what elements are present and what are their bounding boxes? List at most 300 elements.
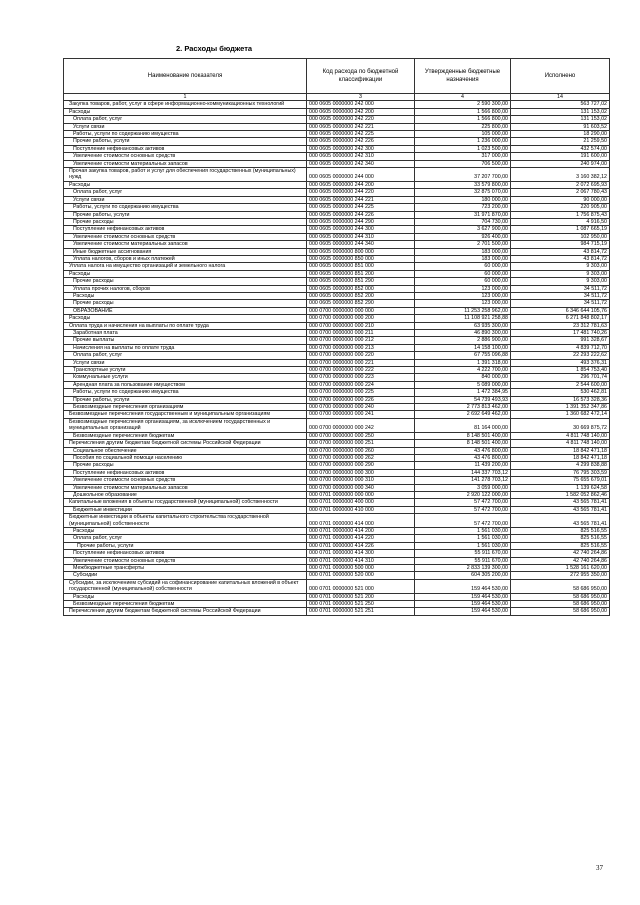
row-code: 000 0605 0000000 244 225 — [307, 204, 415, 211]
table-row — [64, 404, 610, 411]
table-row — [64, 579, 610, 593]
row-approved-amount: 2 692 649 462,00 — [415, 411, 511, 418]
row-executed-amount: 75 655 679,01 — [511, 477, 610, 484]
table-body — [64, 101, 610, 615]
row-approved-amount: 11 439 200,00 — [415, 462, 511, 469]
row-executed-amount: 131 153,02 — [511, 108, 610, 115]
row-executed-amount: 43 565 781,41 — [511, 506, 610, 513]
row-approved-amount: 54 739 493,93 — [415, 396, 511, 403]
table-row — [64, 204, 610, 211]
row-approved-amount: 57 472 700,00 — [415, 499, 511, 506]
row-executed-amount: 825 516,55 — [511, 542, 610, 549]
row-approved-amount: 11 253 258 962,00 — [415, 307, 511, 314]
row-executed-amount: 220 905,00 — [511, 204, 610, 211]
row-name: Безвозмездные перечисления организациям — [64, 404, 307, 411]
row-approved-amount: 2 773 813 462,00 — [415, 404, 511, 411]
table-row — [64, 418, 610, 432]
expenses-table — [63, 58, 610, 616]
row-executed-amount: 1 582 052 862,46 — [511, 491, 610, 498]
row-name: Услуги связи — [64, 123, 307, 130]
row-approved-amount: 604 305 200,00 — [415, 572, 511, 579]
row-code: 000 0605 0000000 244 310 — [307, 233, 415, 240]
row-executed-amount: 43 565 781,41 — [511, 499, 610, 506]
row-code: 000 0605 0000000 850 000 — [307, 255, 415, 262]
page-title: 2. Расходы бюджета — [176, 44, 253, 53]
row-approved-amount: 1 566 800,00 — [415, 108, 511, 115]
row-approved-amount: 1 023 500,00 — [415, 145, 511, 152]
row-executed-amount: 18 290,00 — [511, 131, 610, 138]
row-approved-amount: 57 472 700,00 — [415, 514, 511, 528]
table-row — [64, 116, 610, 123]
row-approved-amount: 60 000,00 — [415, 270, 511, 277]
table-row — [64, 432, 610, 439]
row-approved-amount: 123 000,00 — [415, 285, 511, 292]
table-row — [64, 196, 610, 203]
row-name: Услуги связи — [64, 196, 307, 203]
row-name: Работы, услуги по содержанию имущества — [64, 389, 307, 396]
table-row — [64, 300, 610, 307]
row-approved-amount: 159 464 530,00 — [415, 608, 511, 615]
table-row — [64, 131, 610, 138]
row-name: Безвозмездные перечисления государственным и муниципальным организациям — [64, 411, 307, 418]
row-name: Уплата налога на имущество организаций и земельного налога — [64, 263, 307, 270]
row-approved-amount: 46 890 300,00 — [415, 330, 511, 337]
row-executed-amount: 825 516,55 — [511, 535, 610, 542]
row-approved-amount: 1 561 030,00 — [415, 542, 511, 549]
row-approved-amount: 32 875 070,00 — [415, 189, 511, 196]
row-code: 000 0605 0000000 244 300 — [307, 226, 415, 233]
row-executed-amount: 18 842 471,18 — [511, 447, 610, 454]
row-name: Увеличение стоимости материальных запасов — [64, 160, 307, 167]
row-name: Поступление нефинансовых активов — [64, 226, 307, 233]
row-executed-amount: 240 974,00 — [511, 160, 610, 167]
row-name: Расходы — [64, 270, 307, 277]
row-approved-amount: 5 089 000,00 — [415, 381, 511, 388]
row-approved-amount: 141 278 703,12 — [415, 477, 511, 484]
table-row — [64, 101, 610, 108]
table-row — [64, 535, 610, 542]
row-executed-amount: 58 686 950,00 — [511, 579, 610, 593]
row-code: 000 0700 0000000 000 200 — [307, 315, 415, 322]
row-name: Оплата работ, услуг — [64, 352, 307, 359]
row-approved-amount: 723 200,00 — [415, 204, 511, 211]
table-row — [64, 330, 610, 337]
table-row — [64, 527, 610, 534]
row-executed-amount: 191 600,00 — [511, 153, 610, 160]
row-approved-amount: 159 464 530,00 — [415, 593, 511, 600]
row-code: 000 0605 0000000 242 310 — [307, 153, 415, 160]
row-code: 000 0605 0000000 242 300 — [307, 145, 415, 152]
row-name: Прочие работы, услуги — [64, 542, 307, 549]
row-code: 000 0605 0000000 851 200 — [307, 270, 415, 277]
row-code: 000 0605 0000000 800 000 — [307, 248, 415, 255]
row-executed-amount: 1 756 875,43 — [511, 211, 610, 218]
row-name: Расходы — [64, 108, 307, 115]
row-code: 000 0700 0000000 000 221 — [307, 359, 415, 366]
row-code: 000 0605 0000000 852 200 — [307, 292, 415, 299]
row-name: Транспортные услуги — [64, 367, 307, 374]
row-name: Перечисления другим бюджетам бюджетной системы Российской Федерации — [64, 440, 307, 447]
row-name: Уплата налогов, сборов и иных платежей — [64, 255, 307, 262]
row-code: 000 0605 0000000 242 000 — [307, 101, 415, 108]
row-executed-amount: 2 067 780,43 — [511, 189, 610, 196]
row-code: 000 0605 0000000 242 226 — [307, 138, 415, 145]
table-header-row — [64, 59, 610, 94]
column-number: 4 — [415, 94, 511, 101]
row-executed-amount: 272 955 350,00 — [511, 572, 610, 579]
table-row — [64, 359, 610, 366]
row-code: 000 0700 0000000 000 211 — [307, 330, 415, 337]
row-name: Социальное обеспечение — [64, 447, 307, 454]
table-row — [64, 572, 610, 579]
row-approved-amount: 159 464 530,00 — [415, 601, 511, 608]
header-code: Код расхода по бюджетной классификации — [307, 59, 415, 94]
table-row — [64, 344, 610, 351]
row-name: Расходы — [64, 593, 307, 600]
row-executed-amount: 6 271 848 802,17 — [511, 315, 610, 322]
row-name: Работы, услуги по содержанию имущества — [64, 204, 307, 211]
row-code: 000 0605 0000000 244 340 — [307, 241, 415, 248]
row-approved-amount: 60 000,00 — [415, 278, 511, 285]
table-row — [64, 108, 610, 115]
row-name: Заработная плата — [64, 330, 307, 337]
row-approved-amount: 37 207 700,00 — [415, 168, 511, 182]
row-executed-amount: 131 153,02 — [511, 116, 610, 123]
header-approved: Утвержденные бюджетные назначения — [415, 59, 511, 94]
row-executed-amount: 1 854 753,40 — [511, 367, 610, 374]
row-name: Уплата прочих налогов, сборов — [64, 285, 307, 292]
row-code: 000 0700 0000000 000 210 — [307, 322, 415, 329]
table-row — [64, 469, 610, 476]
row-executed-amount: 9 303,00 — [511, 278, 610, 285]
row-approved-amount: 81 164 000,00 — [415, 418, 511, 432]
row-code: 000 0700 0000000 000 225 — [307, 389, 415, 396]
header-executed: Исполнено — [511, 59, 610, 94]
row-approved-amount: 1 566 800,00 — [415, 116, 511, 123]
row-approved-amount: 926 400,00 — [415, 233, 511, 240]
row-executed-amount: 1 087 665,19 — [511, 226, 610, 233]
row-executed-amount: 76 795 303,59 — [511, 469, 610, 476]
row-name: Пособия по социальной помощи населению — [64, 454, 307, 461]
row-executed-amount: 42 740 264,86 — [511, 550, 610, 557]
row-code: 000 0700 0000000 000 241 — [307, 411, 415, 418]
row-code: 000 0701 0000000 414 200 — [307, 527, 415, 534]
row-executed-amount: 90 000,00 — [511, 196, 610, 203]
table-row — [64, 447, 610, 454]
row-code: 000 0701 0000000 500 000 — [307, 565, 415, 572]
table-row — [64, 322, 610, 329]
row-approved-amount: 57 472 700,00 — [415, 506, 511, 513]
row-executed-amount: 43 814,72 — [511, 255, 610, 262]
row-name: Безвозмездные перечисления бюджетам — [64, 601, 307, 608]
table-row — [64, 307, 610, 314]
table-row — [64, 263, 610, 270]
row-code: 000 0700 0000000 000 290 — [307, 462, 415, 469]
table-row — [64, 484, 610, 491]
row-executed-amount: 530 462,81 — [511, 389, 610, 396]
row-executed-amount: 4 811 748 140,00 — [511, 432, 610, 439]
row-executed-amount: 34 511,72 — [511, 300, 610, 307]
table-row — [64, 218, 610, 225]
row-executed-amount: 6 346 644 105,76 — [511, 307, 610, 314]
row-name: Иные бюджетные ассигнования — [64, 248, 307, 255]
row-name: Прочие расходы — [64, 278, 307, 285]
table-row — [64, 454, 610, 461]
row-code: 000 0701 0000000 000 000 — [307, 491, 415, 498]
row-approved-amount: 704 730,00 — [415, 218, 511, 225]
table-row — [64, 389, 610, 396]
row-approved-amount: 4 222 700,00 — [415, 367, 511, 374]
row-code: 000 0701 0000000 521 000 — [307, 579, 415, 593]
table-row — [64, 226, 610, 233]
row-name: Оплата работ, услуг — [64, 535, 307, 542]
row-executed-amount: 1 360 682 472,14 — [511, 411, 610, 418]
row-executed-amount: 4 299 838,88 — [511, 462, 610, 469]
table-row — [64, 153, 610, 160]
table-row — [64, 411, 610, 418]
row-name: Перечисления другим бюджетам бюджетной системы Российской Федерации — [64, 608, 307, 615]
row-code: 000 0700 0000000 000 224 — [307, 381, 415, 388]
row-approved-amount: 14 158 100,00 — [415, 344, 511, 351]
row-code: 000 0701 0000000 400 000 — [307, 499, 415, 506]
row-name: Расходы — [64, 315, 307, 322]
row-approved-amount: 2 833 139 300,00 — [415, 565, 511, 572]
row-executed-amount: 493 376,31 — [511, 359, 610, 366]
row-executed-amount: 102 950,00 — [511, 233, 610, 240]
row-approved-amount: 63 935 300,00 — [415, 322, 511, 329]
row-name: Субсидии — [64, 572, 307, 579]
table-row — [64, 278, 610, 285]
row-approved-amount: 2 920 122 000,00 — [415, 491, 511, 498]
table-row — [64, 138, 610, 145]
row-code: 000 0605 0000000 242 200 — [307, 108, 415, 115]
table-row — [64, 248, 610, 255]
row-approved-amount: 2 701 500,00 — [415, 241, 511, 248]
row-name: Прочая закупка товаров, работ и услуг для обеспечения государственных (муниципальных) нужд — [64, 168, 307, 182]
row-code: 000 0701 0000000 414 220 — [307, 535, 415, 542]
row-executed-amount: 30 669 875,72 — [511, 418, 610, 432]
table-row — [64, 557, 610, 564]
row-name: Услуги связи — [64, 359, 307, 366]
row-code: 000 0701 0000000 520 000 — [307, 572, 415, 579]
table-row — [64, 514, 610, 528]
row-name: Безвозмездные перечисления организациям, за исключением государственных и муниципальных организаций — [64, 418, 307, 432]
row-executed-amount: 18 842 471,18 — [511, 454, 610, 461]
row-name: Арендная плата за пользование имуществом — [64, 381, 307, 388]
table-row — [64, 542, 610, 549]
row-executed-amount: 432 574,00 — [511, 145, 610, 152]
row-executed-amount: 991 328,67 — [511, 337, 610, 344]
row-name: Прочие работы, услуги — [64, 211, 307, 218]
row-name: Увеличение стоимости основных средств — [64, 477, 307, 484]
row-executed-amount: 21 259,50 — [511, 138, 610, 145]
row-approved-amount: 840 000,00 — [415, 374, 511, 381]
row-executed-amount: 296 701,74 — [511, 374, 610, 381]
row-approved-amount: 1 561 030,00 — [415, 535, 511, 542]
row-name: Капитальные вложения в объекты государственной (муниципальной) собственности — [64, 499, 307, 506]
row-code: 000 0700 0000000 000 226 — [307, 396, 415, 403]
row-code: 000 0605 0000000 242 221 — [307, 123, 415, 130]
table-row — [64, 440, 610, 447]
table-row — [64, 160, 610, 167]
table-row — [64, 352, 610, 359]
row-code: 000 0701 0000000 521 200 — [307, 593, 415, 600]
row-name: Поступление нефинансовых активов — [64, 145, 307, 152]
row-executed-amount: 43 814,72 — [511, 248, 610, 255]
row-code: 000 0700 0000000 000 250 — [307, 432, 415, 439]
row-executed-amount: 4 811 748 140,00 — [511, 440, 610, 447]
row-name: Коммунальные услуги — [64, 374, 307, 381]
table-row — [64, 565, 610, 572]
row-approved-amount: 55 911 670,00 — [415, 557, 511, 564]
row-code: 000 0701 0000000 414 226 — [307, 542, 415, 549]
row-name: Оплата работ, услуг — [64, 116, 307, 123]
row-executed-amount: 43 565 781,41 — [511, 514, 610, 528]
row-approved-amount: 60 000,00 — [415, 263, 511, 270]
row-name: Увеличение стоимости материальных запасов — [64, 241, 307, 248]
row-name: Оплата труда и начисления на выплаты по оплате труда — [64, 322, 307, 329]
row-executed-amount: 58 686 950,00 — [511, 593, 610, 600]
row-name: Оплата работ, услуг — [64, 189, 307, 196]
row-name: Увеличение стоимости основных средств — [64, 557, 307, 564]
row-approved-amount: 43 476 800,00 — [415, 454, 511, 461]
row-name: Субсидии, за исключением субсидий на софинансирование капитальных вложений в объект государственной (муниципальной) собственности — [64, 579, 307, 593]
row-approved-amount: 123 000,00 — [415, 300, 511, 307]
row-name: Бюджетные инвестиции — [64, 506, 307, 513]
row-code: 000 0701 0000000 521 250 — [307, 601, 415, 608]
table-row — [64, 499, 610, 506]
row-executed-amount: 1 391 352 347,86 — [511, 404, 610, 411]
row-approved-amount: 11 108 921 258,88 — [415, 315, 511, 322]
row-executed-amount: 9 303,00 — [511, 270, 610, 277]
row-code: 000 0605 0000000 244 200 — [307, 181, 415, 188]
row-code: 000 0605 0000000 852 290 — [307, 300, 415, 307]
row-name: Поступление нефинансовых активов — [64, 469, 307, 476]
row-code: 000 0700 0000000 000 300 — [307, 469, 415, 476]
row-executed-amount: 34 511,72 — [511, 285, 610, 292]
column-number: 3 — [307, 94, 415, 101]
row-code: 000 0605 0000000 244 226 — [307, 211, 415, 218]
table-row — [64, 462, 610, 469]
table-row — [64, 241, 610, 248]
table-row — [64, 145, 610, 152]
column-number: 14 — [511, 94, 610, 101]
row-approved-amount: 1 236 000,00 — [415, 138, 511, 145]
row-code: 000 0700 0000000 000 240 — [307, 404, 415, 411]
row-code: 000 0605 0000000 244 220 — [307, 189, 415, 196]
row-executed-amount: 17 481 740,26 — [511, 330, 610, 337]
row-name: Работы, услуги по содержанию имущества — [64, 131, 307, 138]
row-approved-amount: 3 627 900,00 — [415, 226, 511, 233]
table-row — [64, 367, 610, 374]
row-approved-amount: 105 000,00 — [415, 131, 511, 138]
row-name: Прочие расходы — [64, 462, 307, 469]
table-row — [64, 608, 610, 615]
column-number: 1 — [64, 94, 307, 101]
table-row — [64, 491, 610, 498]
table-row — [64, 477, 610, 484]
row-approved-amount: 183 000,00 — [415, 248, 511, 255]
row-name: Дошкольное образование — [64, 491, 307, 498]
row-executed-amount: 3 160 382,12 — [511, 168, 610, 182]
table-row — [64, 315, 610, 322]
row-name: Бюджетные инвестиции в объекты капитального строительства государственной (муниципальной) собственности — [64, 514, 307, 528]
row-code: 000 0700 0000000 000 242 — [307, 418, 415, 432]
row-code: 000 0605 0000000 851 290 — [307, 278, 415, 285]
row-code: 000 0700 0000000 000 310 — [307, 477, 415, 484]
row-executed-amount: 9 303,00 — [511, 263, 610, 270]
page-number: 37 — [596, 864, 603, 872]
table-row — [64, 255, 610, 262]
table-row — [64, 285, 610, 292]
table-row — [64, 233, 610, 240]
row-approved-amount: 3 059 000,00 — [415, 484, 511, 491]
row-code: 000 0701 0000000 414 300 — [307, 550, 415, 557]
row-approved-amount: 123 000,00 — [415, 292, 511, 299]
row-executed-amount: 16 573 328,36 — [511, 396, 610, 403]
row-approved-amount: 31 971 870,00 — [415, 211, 511, 218]
table-row — [64, 396, 610, 403]
row-code: 000 0701 0000000 414 310 — [307, 557, 415, 564]
row-name: Прочие работы, услуги — [64, 396, 307, 403]
table-row — [64, 337, 610, 344]
header-name: Наименование показателя — [64, 59, 307, 94]
row-code: 000 0605 0000000 242 220 — [307, 116, 415, 123]
row-code: 000 0605 0000000 851 000 — [307, 263, 415, 270]
row-approved-amount: 8 148 501 400,00 — [415, 440, 511, 447]
row-name: Прочие работы, услуги — [64, 138, 307, 145]
row-name: Безвозмездные перечисления бюджетам — [64, 432, 307, 439]
row-code: 000 0700 0000000 000 000 — [307, 307, 415, 314]
row-approved-amount: 55 911 670,00 — [415, 550, 511, 557]
row-name: Межбюджетные трансферты — [64, 565, 307, 572]
row-executed-amount: 34 511,72 — [511, 292, 610, 299]
row-executed-amount: 22 293 222,62 — [511, 352, 610, 359]
row-code: 000 0605 0000000 244 000 — [307, 168, 415, 182]
row-executed-amount: 4 916,50 — [511, 218, 610, 225]
row-executed-amount: 825 516,55 — [511, 527, 610, 534]
table-row — [64, 270, 610, 277]
table-row — [64, 506, 610, 513]
row-name: Прочие расходы — [64, 218, 307, 225]
row-code: 000 0700 0000000 000 222 — [307, 367, 415, 374]
row-code: 000 0701 0000000 414 000 — [307, 514, 415, 528]
row-approved-amount: 159 464 530,00 — [415, 579, 511, 593]
row-approved-amount: 33 579 800,00 — [415, 181, 511, 188]
row-code: 000 0605 0000000 242 340 — [307, 160, 415, 167]
row-name: ОБРАЗОВАНИЕ — [64, 307, 307, 314]
row-approved-amount: 1 391 318,00 — [415, 359, 511, 366]
row-executed-amount: 2 544 600,00 — [511, 381, 610, 388]
table-row — [64, 211, 610, 218]
row-executed-amount: 1 528 161 620,00 — [511, 565, 610, 572]
table-row — [64, 550, 610, 557]
row-executed-amount: 23 312 781,63 — [511, 322, 610, 329]
row-name: Прочие расходы — [64, 300, 307, 307]
row-name: Поступление нефинансовых активов — [64, 550, 307, 557]
row-code: 000 0701 0000000 521 251 — [307, 608, 415, 615]
row-code: 000 0605 0000000 852 000 — [307, 285, 415, 292]
row-approved-amount: 706 500,00 — [415, 160, 511, 167]
table-row — [64, 374, 610, 381]
row-approved-amount: 2 886 900,00 — [415, 337, 511, 344]
row-executed-amount: 2 072 695,93 — [511, 181, 610, 188]
row-name: Расходы — [64, 527, 307, 534]
table-row — [64, 381, 610, 388]
row-executed-amount: 58 686 950,00 — [511, 601, 610, 608]
row-code: 000 0700 0000000 000 251 — [307, 440, 415, 447]
row-code: 000 0701 0000000 410 000 — [307, 506, 415, 513]
